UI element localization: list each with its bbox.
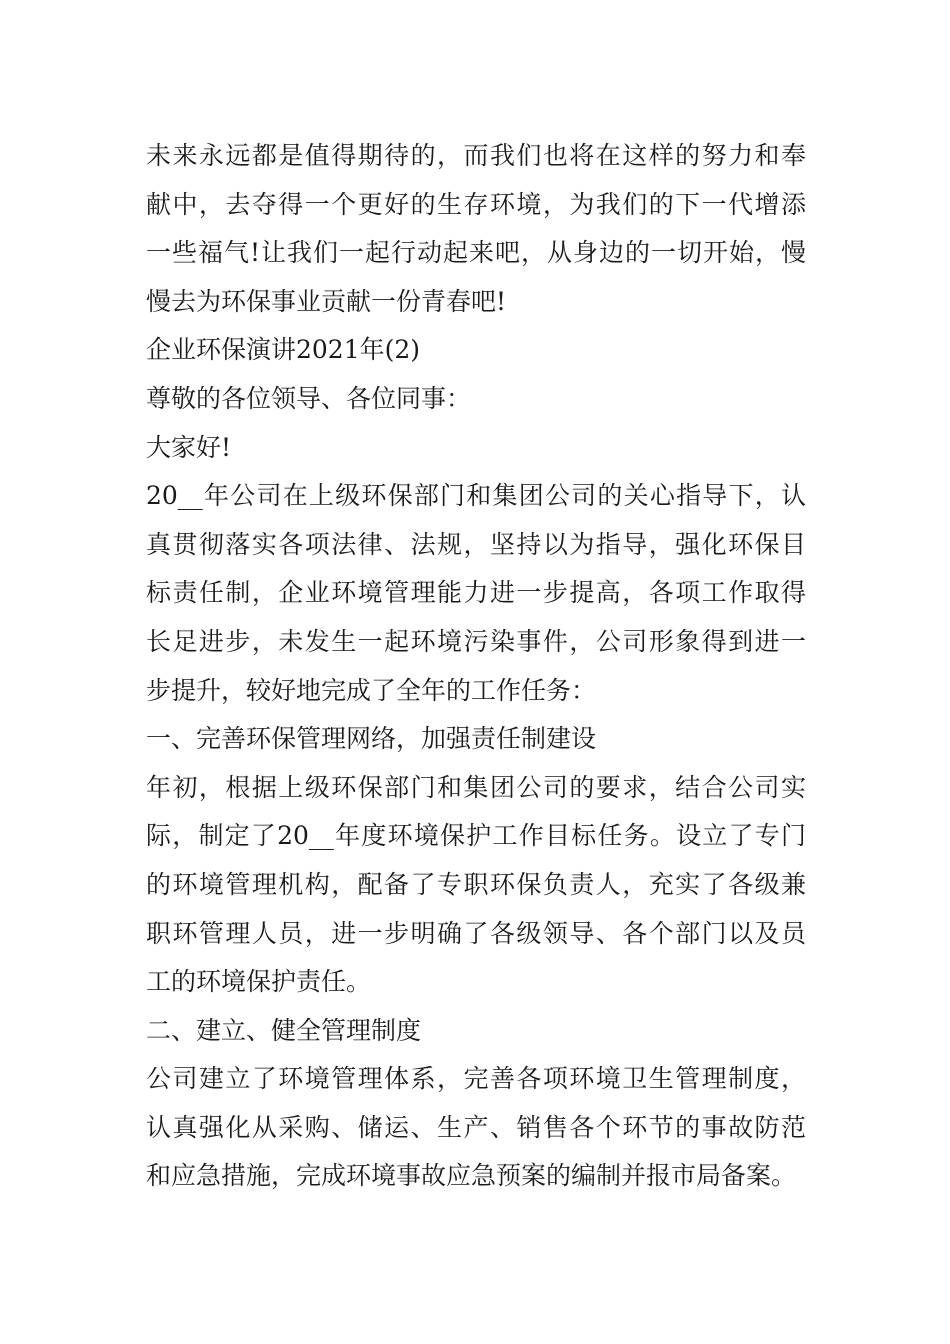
text-line: 步提升，较好地完成了全年的工作任务： xyxy=(146,675,597,705)
greeting: 大家好! xyxy=(146,432,232,462)
text-line: 年初，根据上级环保部门和集团公司的要求，结合公司实 xyxy=(146,772,806,802)
document-body xyxy=(146,132,806,1201)
text-line: 未来永远都是值得期待的，而我们也将在这样的努力和奉 xyxy=(146,141,806,170)
text-line: 献中，去夺得一个更好的生存环境，为我们的下一代增添 xyxy=(146,189,806,219)
text-line: 认真强化从采购、储运、生产、销售各个环节的事故防范 xyxy=(146,1112,806,1142)
text-line: 长足进步，未发生一起环境污染事件，公司形象得到进一 xyxy=(146,626,806,656)
text-line: 的环境管理机构，配备了专职环保负责人，充实了各级兼 xyxy=(146,869,806,899)
text-line: 际，制定了20__年度环境保护工作目标任务。设立了专门 xyxy=(146,821,806,851)
text-line: 职环管理人员，进一步明确了各级领导、各个部门以及员 xyxy=(146,918,806,948)
text-line: 公司建立了环境管理体系，完善各项环境卫生管理制度， xyxy=(146,1064,806,1094)
text-line: 真贯彻落实各项法律、法规，坚持以为指导，强化环保目 xyxy=(146,529,806,559)
section-title: 企业环保演讲2021年(2) xyxy=(146,335,421,365)
text-line: 标责任制，企业环境管理能力进一步提高，各项工作取得 xyxy=(146,578,806,608)
section-heading: 二、建立、健全管理制度 xyxy=(146,1015,422,1045)
section-heading: 一、完善环保管理网络，加强责任制建设 xyxy=(146,724,597,754)
text-line: 慢去为环保事业贡献一份青春吧! xyxy=(146,286,507,316)
text-line: 和应急措施，完成环境事故应急预案的编制并报市局备案。 xyxy=(146,1161,797,1191)
text-line: 20__年公司在上级环保部门和集团公司的关心指导下，认 xyxy=(146,481,806,511)
salutation: 尊敬的各位领导、各位同事： xyxy=(146,383,472,413)
text-line: 工的环境保护责任。 xyxy=(146,967,372,997)
text-line: 一些福气!让我们一起行动起来吧，从身边的一切开始，慢 xyxy=(146,238,806,268)
